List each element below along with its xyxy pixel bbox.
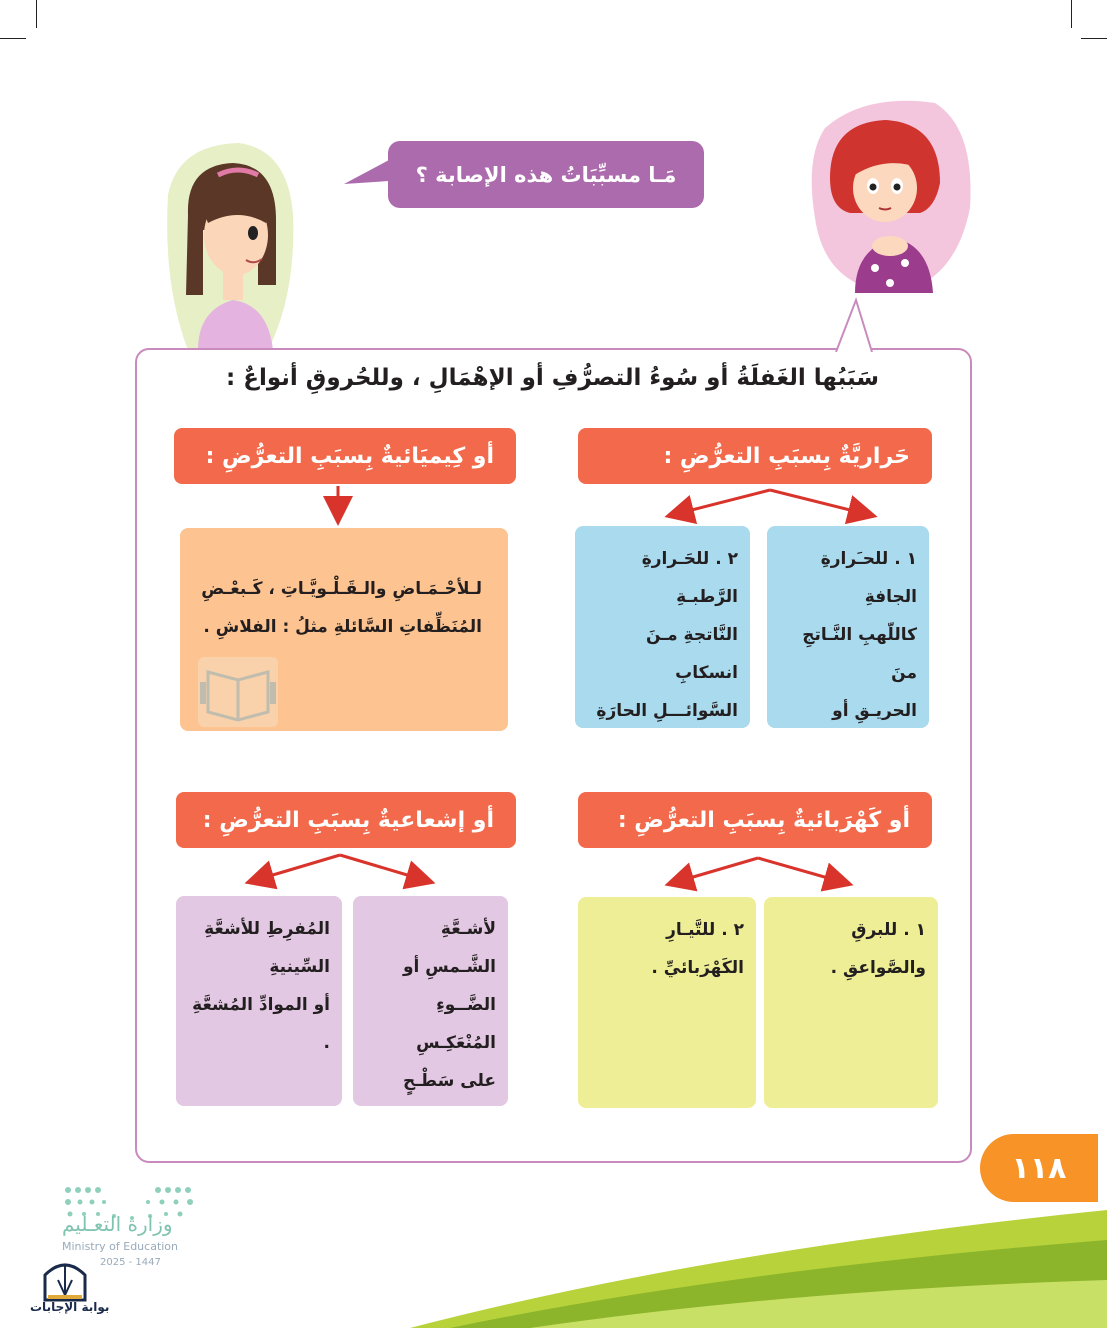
box-radiation-xray [176,896,342,1106]
box-line: كاللّهبِ النَّـاتجِ منَ [802,625,917,683]
box-line: الحريـقِ أو [832,701,917,721]
box-line: السَّوائـــلِ الحارَةِ [596,701,738,721]
ministry-name-en: Ministry of Education [62,1240,179,1253]
thermal-split-arrow [676,490,866,514]
box-line: النَّاتجةِ مـنَ انسكابِ [645,625,738,683]
ministry-name-ar: وزارة التعـليم [62,1212,173,1236]
category-chemical-label: أو كِيميَائيةٌ بِسبَبِ التعرُّضِ : [205,443,494,469]
category-thermal-label: حَراريَّةٌ بِسبَبِ التعرُّضِ : [663,443,910,469]
box-line: لـلأحْـمَـاضِ والـقَـلْـويَّـاتِ ، كَـبعْـضِ [201,579,482,599]
box-line: المُفرِطِ للأشعَّةِ السِّينيةِ [204,919,330,977]
box-line: ٢ . للحَـرارةِ الرَّطبـةِ [641,549,738,607]
speech-bubble-text: مَـا مسبِّبَاتُ هذه الإصابة ؟ [415,162,677,187]
box-radiation-sun [353,896,508,1106]
box-line: ١ . للحـَرارةِ الجافةِ [820,549,917,607]
box-electrical-lightning [764,897,938,1108]
radiation-split-arrow [256,855,424,880]
page-number: ١١٨ [1011,1150,1067,1186]
box-line: ١ . للبرقِ والصَّواعقِ . [830,920,926,978]
box-electrical-current [578,897,756,1108]
ministry-year: 2025 - 1447 [100,1257,161,1268]
book-watermark-icon [188,652,288,732]
box-line: الضَّــوءِ المُنْعَكِـسِ [416,995,496,1053]
box-line: لأشـعَّةِ الشَّـمسِ أو [402,919,496,977]
intro-text: سَبَبُها الغَفلَةُ أو سُوءُ التصرُّفِ أو الإهْمَالِ ، وللحُروقِ أنواعٌ : [226,365,879,391]
box-line: أو الموادِّ المُشعَّةِ . [192,995,330,1053]
box-thermal-wet [575,526,750,728]
site-logo-icon [30,1255,100,1325]
category-radiation-label: أو إشعاعيةٌ بِسبَبِ التعرُّضِ : [202,807,494,833]
box-line: ٢ . للتَّيـارِ الكَهْرَبائيِّ . [651,920,744,978]
box-thermal-dry [767,526,929,728]
box-line: المُنَظِّفاتِ السَّائلةِ مثلُ : الفلاشِ . [203,617,482,637]
decorative-wave [410,1210,1107,1328]
category-electrical-label: أو كَهْرَبائيةٌ بِسبَبِ التعرُّضِ : [617,807,910,833]
page-number-tab [980,1134,1098,1202]
box-line: على سَطْـحٍ [402,1071,496,1091]
electrical-split-arrow [676,858,842,882]
site-label: بوابة الإجابات [30,1300,110,1314]
